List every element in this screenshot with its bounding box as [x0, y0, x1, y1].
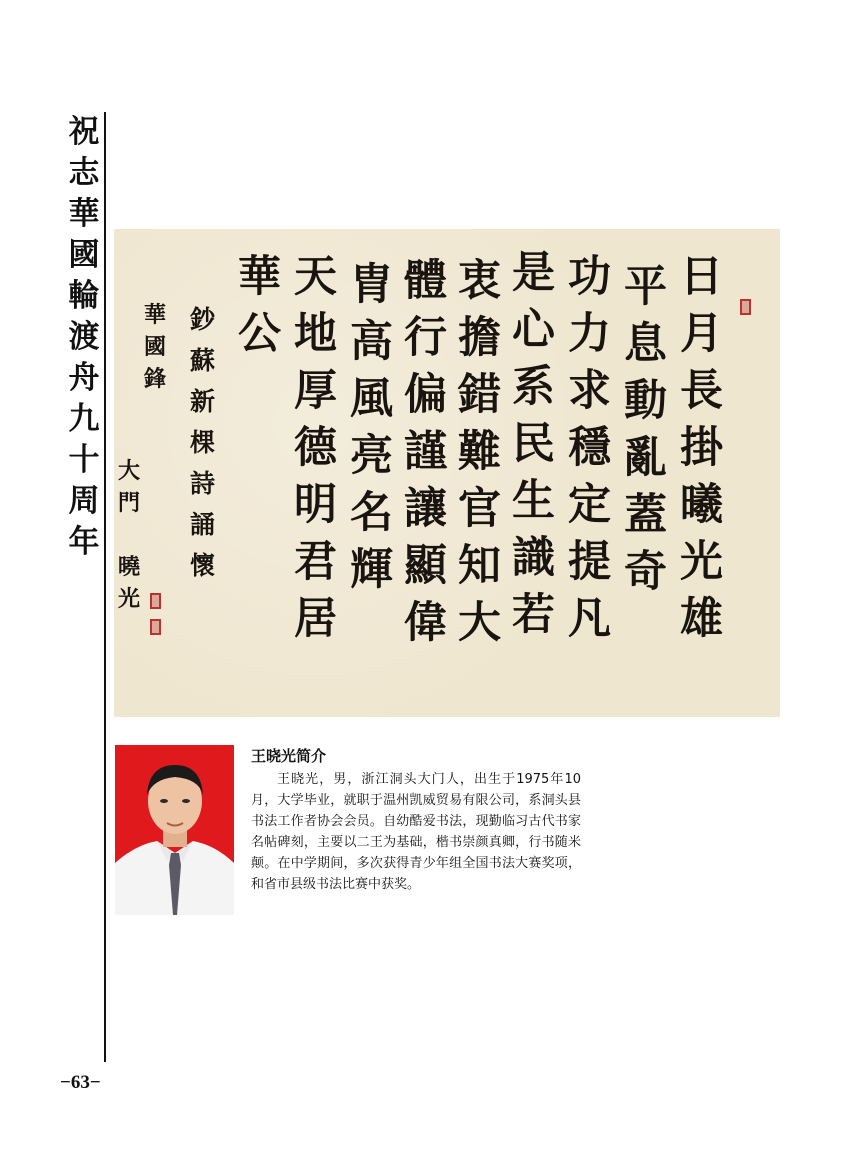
calligraphy-glyph: 詩: [190, 469, 216, 498]
calligraphy-glyph: 雄: [680, 594, 723, 644]
calligraphy-glyph: 定: [568, 480, 611, 530]
seal-stamp: [150, 593, 161, 609]
calligraphy-glyph: 掛: [680, 423, 723, 473]
calligraphy-glyph: 顯: [404, 541, 447, 591]
page-number: −63−: [60, 1072, 101, 1093]
calligraphy-glyph: 心: [512, 305, 555, 355]
calligraphy-glyph: 蘇: [190, 346, 216, 375]
book-title-char: 九: [68, 401, 100, 437]
calligraphy-glyph: 日: [680, 252, 723, 302]
calligraphy-glyph: 華: [144, 302, 167, 328]
calligraphy-glyph: 鈔: [190, 305, 216, 334]
calligraphy-glyph: 衷: [458, 256, 501, 306]
bio-title: 王晓光简介: [251, 747, 327, 765]
calligraphy-glyph: [125, 519, 133, 551]
calligraphy-glyph: 難: [458, 427, 501, 477]
poem-column: [294, 249, 337, 648]
calligraphy-glyph: 高: [350, 317, 393, 367]
calligraphy-glyph: 亂: [624, 433, 667, 483]
calligraphy-glyph: 求: [568, 366, 611, 416]
calligraphy-glyph: 讓: [404, 484, 447, 534]
calligraphy-glyph: 官: [458, 484, 501, 534]
calligraphy-glyph: 德: [294, 423, 337, 473]
book-title-char: 志: [68, 155, 100, 191]
calligraphy-glyph: 曉: [118, 554, 141, 580]
calligraphy-glyph: 穩: [568, 423, 611, 473]
calligraphy-glyph: 偉: [404, 598, 447, 648]
calligraphy-glyph: 胄: [350, 260, 393, 310]
calligraphy-glyph: 凡: [568, 594, 611, 644]
calligraphy-glyph: 息: [624, 319, 667, 369]
calligraphy-glyph: 體: [404, 256, 447, 306]
calligraphy-glyph: 公: [238, 309, 281, 359]
calligraphy-artwork: [114, 229, 780, 717]
calligraphy-glyph: 厚: [294, 366, 337, 416]
calligraphy-glyph: 錯: [458, 370, 501, 420]
signature-column: [118, 455, 140, 615]
calligraphy-glyph: 大: [458, 598, 501, 648]
calligraphy-glyph: 新: [190, 387, 216, 416]
calligraphy-glyph: 偏: [404, 370, 447, 420]
book-title-char: 祝: [68, 114, 100, 150]
calligraphy-glyph: 明: [294, 480, 337, 530]
book-title-char: 舟: [68, 360, 100, 396]
bio-text: 王晓光，男，浙江洞头大门人，出生于1975年10月，大学毕业，就职于温州凯威贸易有限公司，系洞头县书法工作者协会会员。自幼酷爱书法，现勤临习古代书家名帖碑刻，主要以二王为基础，楷书崇颜真卿，行书随米颠。在中学期间，多次获得青少年组全国书法大赛奖项，和省市县级书法比赛中获奖。: [251, 772, 581, 892]
calligraphy-glyph: 長: [680, 366, 723, 416]
book-title-char: 年: [68, 524, 100, 560]
calligraphy-glyph: 懷: [190, 551, 216, 580]
poem-column: [512, 245, 555, 644]
portrait-illustration: [115, 745, 234, 915]
calligraphy-glyph: 行: [404, 313, 447, 363]
poem-column: [624, 259, 667, 601]
calligraphy-glyph: 若: [512, 590, 555, 640]
book-title-char: 華: [68, 196, 100, 232]
calligraphy-glyph: 居: [294, 594, 337, 644]
calligraphy-glyph: 大: [118, 458, 141, 484]
calligraphy-glyph: 系: [512, 362, 555, 412]
calligraphy-glyph: 鋒: [144, 366, 167, 392]
calligraphy-glyph: 是: [512, 248, 555, 298]
calligraphy-glyph: 曦: [680, 480, 723, 530]
calligraphy-glyph: 功: [568, 252, 611, 302]
calligraphy-glyph: 識: [512, 533, 555, 583]
margin-rule: [104, 112, 106, 1062]
calligraphy-glyph: 地: [294, 309, 337, 359]
calligraphy-glyph: 輝: [350, 545, 393, 595]
calligraphy-glyph: 蓋: [624, 490, 667, 540]
calligraphy-glyph: 光: [680, 537, 723, 587]
calligraphy-glyph: 亮: [350, 431, 393, 481]
book-title-char: 十: [68, 442, 100, 478]
book-title-vertical: [64, 112, 104, 563]
calligraphy-glyph: 月: [680, 309, 723, 359]
author-photo: [115, 745, 234, 915]
calligraphy-glyph: 風: [350, 374, 393, 424]
calligraphy-glyph: 平: [624, 262, 667, 312]
seal-stamp: [150, 619, 161, 635]
book-title-char: 輪: [68, 278, 100, 314]
poem-column: [350, 257, 393, 599]
calligraphy-glyph: 生: [512, 476, 555, 526]
calligraphy-glyph: 華: [238, 252, 281, 302]
calligraphy-glyph: 民: [512, 419, 555, 469]
calligraphy-glyph: 天: [294, 252, 337, 302]
book-title-char: 國: [68, 237, 100, 273]
calligraphy-glyph: 門: [118, 490, 141, 516]
poem-column: [568, 249, 611, 648]
poem-column: [680, 249, 723, 648]
calligraphy-glyph: 棵: [190, 428, 216, 457]
calligraphy-glyph: 國: [144, 334, 167, 360]
calligraphy-glyph: 謹: [404, 427, 447, 477]
poem-column: [404, 253, 447, 652]
calligraphy-glyph: 君: [294, 537, 337, 587]
calligraphy-glyph: 奇: [624, 547, 667, 597]
book-title-char: 周: [68, 483, 100, 519]
calligraphy-glyph: 知: [458, 541, 501, 591]
calligraphy-glyph: 名: [350, 488, 393, 538]
book-title-char: 渡: [68, 319, 100, 355]
calligraphy-glyph: 提: [568, 537, 611, 587]
poem-column: [458, 253, 501, 652]
calligraphy-glyph: 光: [118, 586, 141, 612]
calligraphy-glyph: 力: [568, 309, 611, 359]
calligraphy-glyph: 擔: [458, 313, 501, 363]
seal-stamp: [740, 299, 751, 315]
calligraphy-glyph: 誦: [190, 510, 216, 539]
inscription-column: [190, 299, 215, 586]
poem-column: [238, 249, 281, 363]
signature-column: [144, 299, 166, 395]
calligraphy-glyph: 動: [624, 376, 667, 426]
